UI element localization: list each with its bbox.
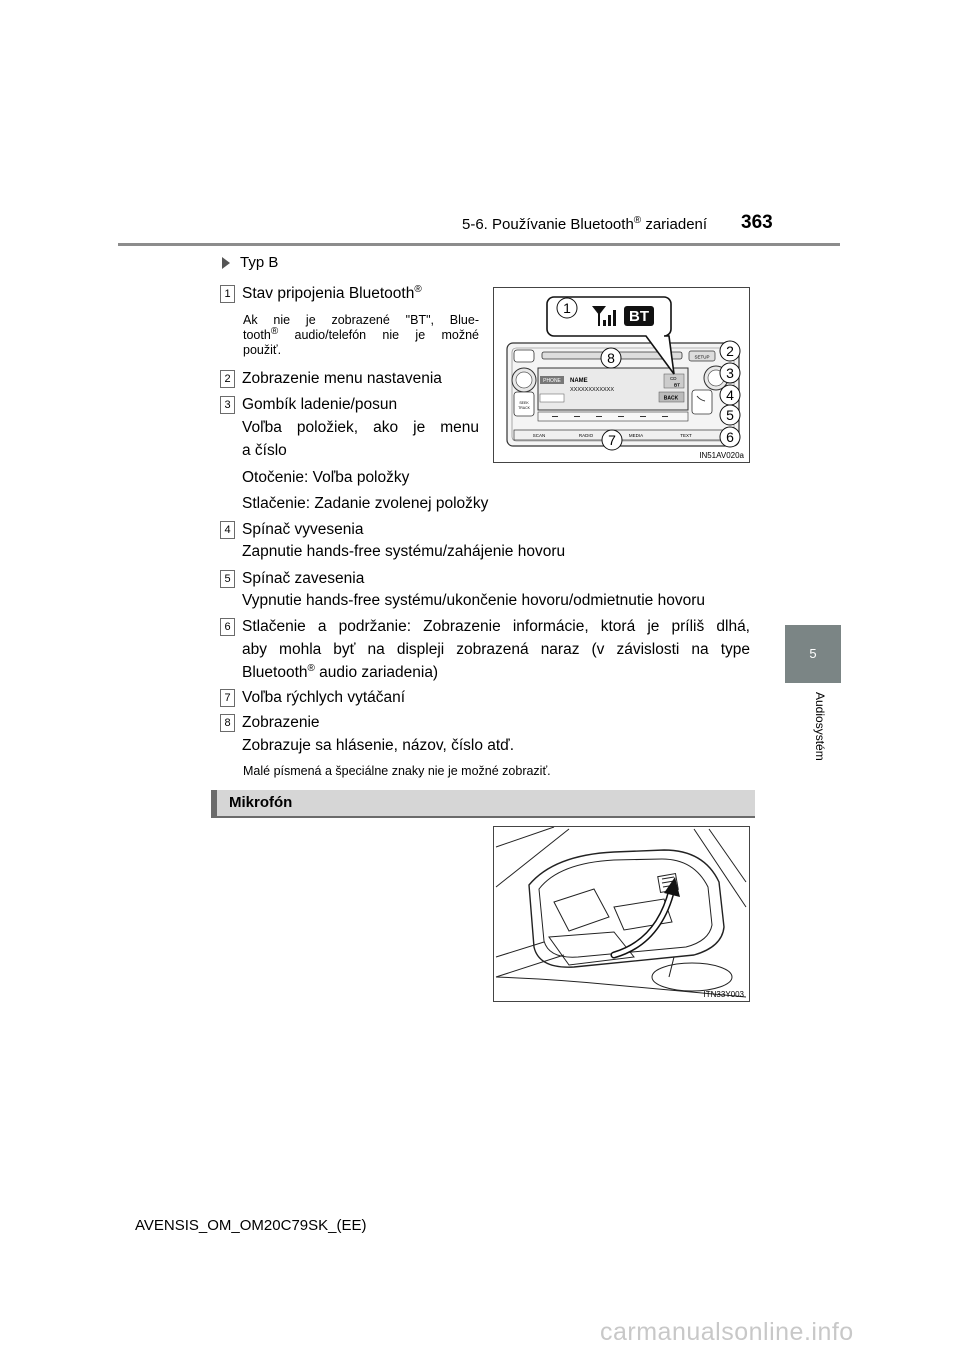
type-label: Typ B xyxy=(240,254,279,271)
callout-number: 5 xyxy=(220,570,235,588)
header-divider xyxy=(118,243,840,246)
seek-label: SEEK xyxy=(519,401,529,405)
page-number: 363 xyxy=(741,212,773,233)
item-title: Zobrazenie menu nastavenia xyxy=(242,370,442,387)
radio-label: RADIO xyxy=(578,433,594,438)
list-item xyxy=(220,518,750,542)
callout-label: 1 xyxy=(563,300,571,316)
item-line: Stlačenie a podržanie: Zobrazenie informácie, ktorá je príliš dlhá, xyxy=(242,618,750,635)
document-code-footer: AVENSIS_OM_OM20C79SK_(EE) xyxy=(135,1217,367,1234)
item-line: Voľba položiek, ako je menu xyxy=(242,419,479,436)
title-text: Stav pripojenia Bluetooth xyxy=(242,285,415,302)
scan-label: SCAN xyxy=(532,433,546,438)
digits-label: XXXXXXXXXXXX xyxy=(570,387,615,393)
list-item xyxy=(220,282,480,306)
chapter-label: Audiosystém xyxy=(813,692,827,761)
callout-label: 6 xyxy=(726,429,734,445)
callout-number: 7 xyxy=(220,689,235,707)
item-line: Stlačenie: Zadanie zvolenej položky xyxy=(242,495,489,512)
note-text: tooth xyxy=(243,328,271,342)
note-text: audio/telefón nie je možné xyxy=(278,328,479,342)
list-item xyxy=(220,367,480,391)
item-note xyxy=(243,313,479,358)
item-line: Otočenie: Voľba položky xyxy=(242,469,410,486)
name-label: NAME xyxy=(570,378,588,384)
line-text: audio zariadenia) xyxy=(314,664,439,681)
callout-label: 5 xyxy=(726,407,734,423)
item-line: aby mohla byť na displeji zobrazená naraz (v závislosti na type xyxy=(242,641,750,658)
list-item xyxy=(220,393,480,417)
chapter-tab[interactable]: 5 xyxy=(785,625,841,683)
callout-label: 4 xyxy=(726,387,734,403)
item-line: Zapnutie hands-free systému/zahájenie hovoru xyxy=(242,543,566,560)
type-heading xyxy=(222,254,278,271)
callout-number: 4 xyxy=(220,521,235,539)
callout-label: 7 xyxy=(608,432,616,448)
audio-unit-figure xyxy=(493,287,750,463)
item-title: Zobrazenie xyxy=(242,714,320,731)
media-label: MEDIA xyxy=(628,433,644,438)
item-title: Spínač vyvesenia xyxy=(242,521,364,538)
bt-icon: BT xyxy=(629,308,649,325)
callout-label: 8 xyxy=(607,350,615,366)
registered-mark: ® xyxy=(633,215,642,226)
callout-number: 2 xyxy=(220,370,235,388)
running-header xyxy=(462,216,707,233)
callout-number: 1 xyxy=(220,285,235,303)
figure-code: IN51AV020a xyxy=(699,451,744,460)
cd-label: CD xyxy=(670,376,677,381)
callout-label: 2 xyxy=(726,343,734,359)
section-heading-bar xyxy=(211,790,755,818)
item-note: Malé písmená a špeciálne znaky nie je možné zobraziť. xyxy=(243,764,551,778)
note-line xyxy=(243,325,479,343)
registered-mark: ® xyxy=(414,283,422,295)
watermark[interactable]: carmanualsonline.info xyxy=(600,1318,854,1346)
item-title: Gombík ladenie/posun xyxy=(242,396,398,413)
header-text-suffix: zariadení xyxy=(641,216,708,233)
header-text: 5-6. Používanie Bluetooth xyxy=(462,216,634,233)
note-line: použiť. xyxy=(243,343,282,357)
registered-mark: ® xyxy=(307,662,315,674)
item-title: Voľba rýchlych vytáčaní xyxy=(242,689,406,706)
phone-label: PHONE xyxy=(543,378,561,384)
item-line: Zobrazuje sa hlásenie, názov, číslo atď. xyxy=(242,737,515,754)
callout-number: 6 xyxy=(220,618,235,636)
track-label: TRACK xyxy=(518,406,530,410)
item-line: a číslo xyxy=(242,442,287,459)
list-item xyxy=(220,686,750,710)
bt-screen-label: BT xyxy=(674,382,680,388)
microphone-figure xyxy=(493,826,750,1002)
text-label: TEXT xyxy=(680,433,692,438)
back-label: BACK xyxy=(663,395,679,402)
callout-number: 8 xyxy=(220,714,235,732)
setup-label: SETUP xyxy=(694,354,710,360)
list-item xyxy=(220,567,750,591)
overhead-console-illustration xyxy=(494,827,749,1001)
registered-mark: ® xyxy=(270,325,279,337)
item-line xyxy=(242,661,438,684)
callout-label: 3 xyxy=(726,365,734,381)
list-item xyxy=(220,615,750,639)
section-title: Mikrofón xyxy=(229,794,293,811)
item-title: Spínač zavesenia xyxy=(242,570,365,587)
item-title xyxy=(242,282,422,305)
callout-number: 3 xyxy=(220,396,235,414)
triangle-bullet-icon xyxy=(222,257,230,269)
audio-unit-illustration xyxy=(494,288,749,462)
figure-code: ITN33Y003 xyxy=(703,990,744,999)
line-text: Bluetooth xyxy=(242,664,308,681)
note-line: Ak nie je zobrazené "BT", Blue- xyxy=(243,313,479,327)
list-item xyxy=(220,711,750,735)
item-line: Vypnutie hands-free systému/ukončenie hovoru/odmietnutie hovoru xyxy=(242,592,705,609)
